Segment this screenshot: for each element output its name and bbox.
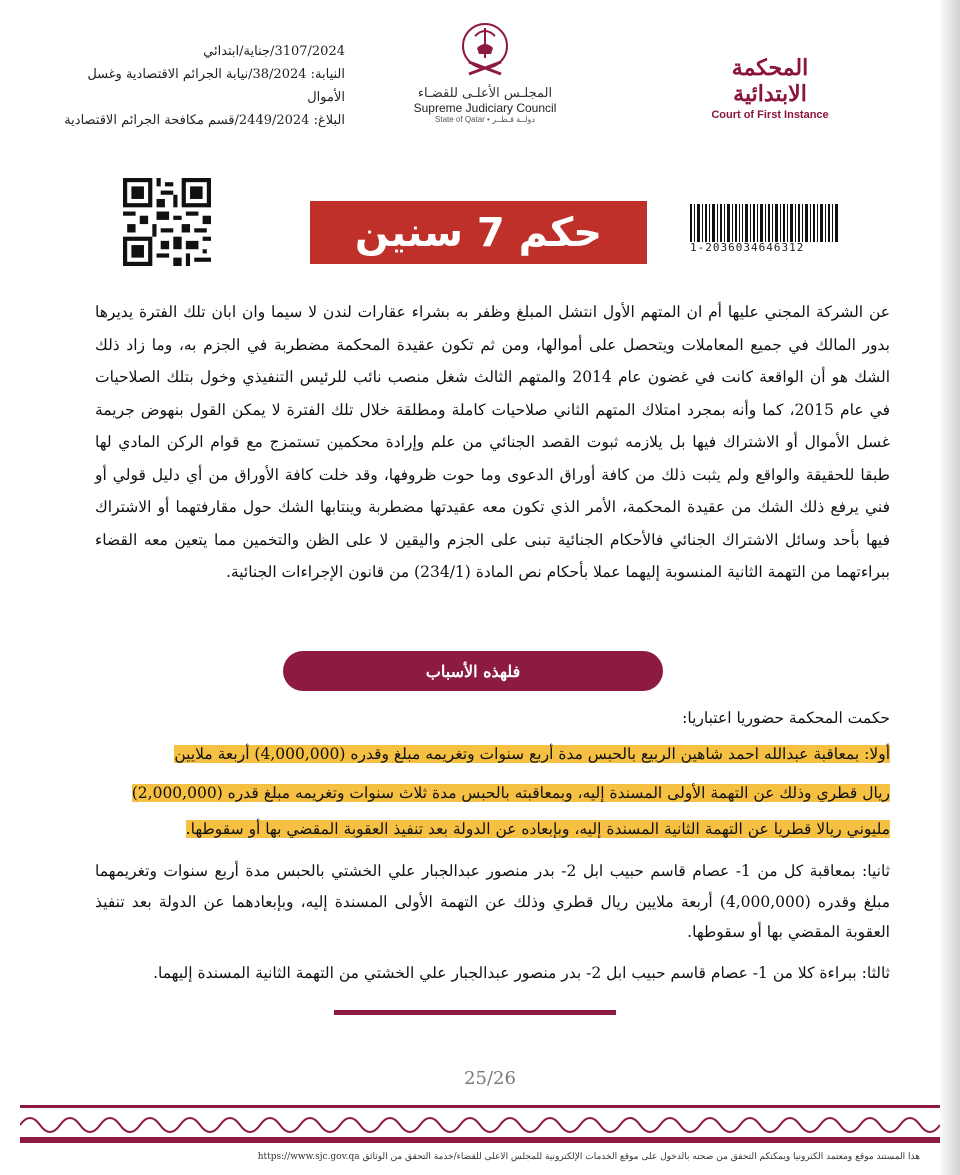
highlight-line-3: مليوني ريالا قطريا عن التهمة الثانية المسندة إليه، وبإبعاده عن الدولة بعد تنفيذ العقوبة المقضي بها أو سقوطها. — [185, 820, 890, 838]
highlight-line-1: أولا: بمعاقبة عبدالله احمد شاهين الربيع بالحبس مدة أربع سنوات وتغريمه مبلغ وقدره (4,000,000) أربعة ملايين — [174, 745, 890, 763]
verdict-first-line-3 — [186, 820, 890, 838]
qr-code-icon — [123, 178, 211, 266]
verification-note: هذا المستند موقع ومعتمد الكترونيا ويمكنكم التحقق من صحته بالدخول على موقع الخدمات الإلكترونية للمجلس الأعلى للقضاء/خدمة التحقق من الوثائق https://www.sjc.gov.qa — [257, 1152, 920, 1162]
page-number: 25/26 — [464, 1068, 516, 1089]
verdict-first-line-2 — [132, 784, 890, 802]
council-emblem — [410, 18, 560, 138]
court-name-ar: المحكمة الابتدائية — [731, 55, 809, 107]
case-number: 3107/2024/جناية/ابتدائي — [203, 44, 345, 59]
court-logo — [700, 55, 840, 121]
verdict-second: ثانيا: بمعاقبة كل من 1- عصام قاسم حبيب ابل 2- بدر منصور عبدالجبار علي الخشتي بالحبس مدة أربع سنوات وتغريمهما مبلغ وقدره (4,000,000) أربعة ملايين ريال قطري وذلك عن التهمة الأولى المسندة إليه، وبإبعادهما عن الدولة بعد تنفيذ العقوبة المقضي بها أو سقوطها. — [95, 862, 890, 941]
council-name-ar: المجلـس الأعلـى للقضـاء — [417, 86, 553, 101]
reasons-heading: فلهذه الأسباب — [283, 651, 663, 691]
verdict-intro: حكمت المحكمة حضوريا اعتباريا: — [682, 709, 890, 727]
report-ref: البلاغ: 2449/2024/قسم مكافحة الجرائم الاقتصادية — [64, 113, 345, 128]
council-name-en: Supreme Judiciary Council — [413, 101, 557, 115]
barcode-number: 1-2036034646312 — [690, 241, 805, 254]
divider — [334, 1010, 616, 1015]
qatar-emblem-icon — [455, 18, 515, 84]
judgment-paragraph: عن الشركة المجني عليها أم ان المتهم الأول انتشل المبلغ وظفر به بشراء عقارات لندن لا سيما وان ابان تلك الفترة يديرها بدور المالك في جميع المعاملات ويتحصل على أموالها، ومن ثم تكون عقيدة المحكمة مضطربة في الجزم به، وما زاد ذلك الشك هو أن الواقعة كانت في غضون عام 2014 والمتهم الثالث شغل منصب نائب للرئيس التنفيذي وخول بتلك الصلاحيات في عام 2015، كما وأنه بمجرد امتلاك المتهم الثاني صلاحيات كاملة ومطلقة خلال تلك الفترة لا يمكن القول بنهوض جريمة غسل الأموال أو الاشتراك فيها بل يلازمه ثبوت القصد الجنائي من علم وإرادة محكمين تستمزج مع قوام الركن المادي لها طبقا للحقيقة والواقع ولم يثبت ذلك من كافة أوراق الدعوى وما حوت ظروفها، وقد خلت كافة الأوراق من أي دليل قولي أو فني يرفع ذلك الشك من عقيدة المحكمة، الأمر الذي تكون معه عقيدتها مضطربة وينتابها الشك حول مقارفتهما أو الاشتراك فيها بأحد وسائل الاشتراك الجنائي فالأحكام الجنائية تبنى على الجزم واليقين لا على الظن والتخمين مما يتعين معه القضاء ببراءتهما من التهمة الثانية المنسوبة إليهما عملا بأحكام نص المادة (234/1) من قانون الإجراءات الجنائية. — [95, 303, 891, 581]
council-state: State of Qatar • دولــة قـطــر — [435, 115, 535, 124]
verdict-first-line-1 — [174, 745, 890, 763]
decorative-border-icon — [20, 1105, 940, 1151]
court-name-en: Court of First Instance — [711, 109, 829, 121]
page-edge-shadow — [938, 0, 960, 1175]
highlight-line-2: ريال قطري وذلك عن التهمة الأولى المسندة إليه، وبمعاقبته بالحبس مدة ثلاث سنوات وتغريمه مبلغ قدره (2,000,000) — [131, 784, 890, 802]
prosecution-ref: النيابة: 38/2024/نيابة الجرائم الاقتصادية وغسل الأموال — [87, 67, 345, 105]
case-references — [60, 40, 345, 132]
verdict-banner: حكم 7 سنين — [310, 201, 647, 264]
verdict-third: ثالثا: ببراءة كلا من 1- عصام قاسم حبيب ابل 2- بدر منصور عبدالجبار علي الخشتي من التهمة الثانية المسندة إليهما. — [153, 964, 890, 982]
barcode-icon — [690, 204, 840, 242]
